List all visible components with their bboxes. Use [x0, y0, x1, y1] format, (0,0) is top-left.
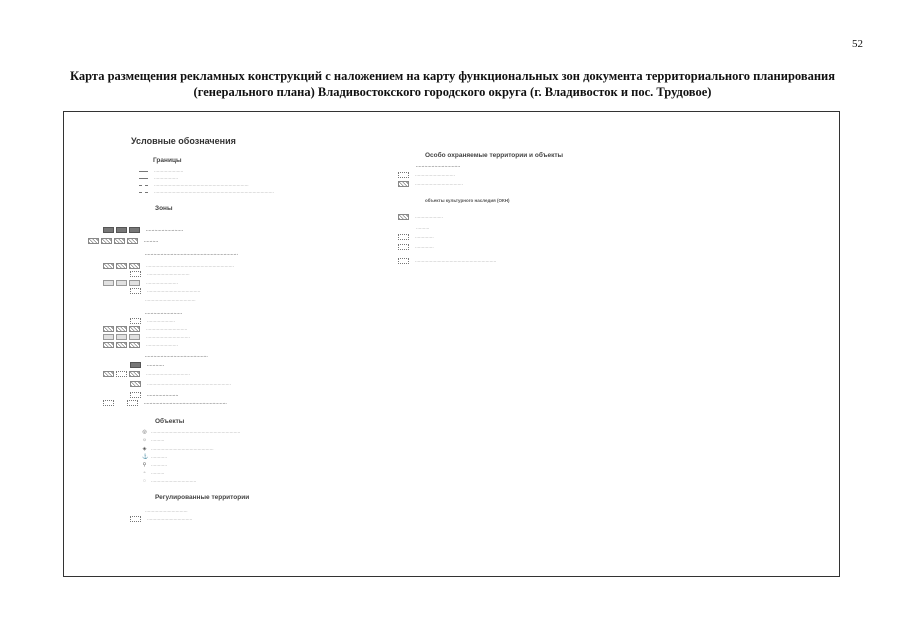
- legend-swatch: [116, 326, 127, 332]
- legend-row: ············: [130, 361, 164, 369]
- legend-swatch: [129, 227, 140, 233]
- legend-row: ◌ ··································: [143, 477, 197, 484]
- legend-swatch: [103, 263, 114, 269]
- legend-borders-heading: Границы: [153, 157, 182, 164]
- legend-row: ◈ ···············································: [142, 445, 214, 452]
- legend-row: ·····················: [398, 213, 443, 221]
- legend-row: ············································: [145, 353, 208, 359]
- legend-row: ··························: [103, 226, 183, 234]
- document-title: Карта размещения рекламных конструкций с наложением на карту функциональных зон документа территориального планирования (генерального плана) Владивостокского городского округа (г. Владивосток и пос. Трудовое): [69, 69, 835, 99]
- legend-row: ·································································: [145, 251, 239, 257]
- legend-row: ·····························································: [398, 257, 496, 265]
- legend-swatch: [130, 381, 141, 387]
- object-icon: ▫: [143, 469, 146, 476]
- legend-swatch: [130, 392, 141, 398]
- legend-swatch: [398, 181, 409, 187]
- legend-swatch: [116, 334, 127, 340]
- legend-row: ··············: [398, 233, 434, 241]
- legend-swatch: [129, 326, 140, 332]
- legend-swatch: [398, 214, 409, 220]
- legend-row: ································: [130, 507, 188, 515]
- legend-swatch: [398, 258, 409, 264]
- legend-row: ·······························: [103, 325, 187, 333]
- legend-row: ··························································: [103, 399, 227, 407]
- legend-row: ·································: [103, 333, 190, 341]
- legend-row: ·································: [103, 370, 190, 378]
- legend-regulated-heading: Регулированные территории: [155, 494, 250, 501]
- legend-row: ········································: [130, 287, 200, 295]
- legend-row: ·····················: [130, 317, 175, 325]
- legend-title: Условные обозначения: [131, 136, 236, 146]
- legend-row: ······································: [130, 296, 196, 304]
- object-icon: ◌: [143, 477, 146, 484]
- legend-row: ·······························: [416, 163, 461, 169]
- legend-swatch: [116, 227, 127, 233]
- legend-swatch: [127, 400, 138, 406]
- legend-protected-heading: Особо охраняемые территории и объекты: [425, 152, 564, 159]
- legend-swatch: [129, 263, 140, 269]
- legend-swatch: [130, 298, 139, 302]
- object-icon: ⚲: [142, 461, 147, 468]
- legend-zones-heading: Зоны: [155, 205, 173, 212]
- page-number: 52: [852, 38, 863, 50]
- legend-row: ······························: [398, 171, 455, 179]
- legend-swatch: [101, 238, 112, 244]
- legend-row: ⚓ ············: [142, 453, 167, 460]
- legend-swatch: [103, 334, 114, 340]
- legend-swatch: [116, 263, 127, 269]
- legend-swatch: [103, 371, 114, 377]
- legend-row: ··································: [130, 515, 192, 523]
- legend-swatch: [116, 280, 127, 286]
- legend-row: ··································································: [103, 262, 234, 270]
- legend-swatch: [139, 192, 148, 193]
- legend-row: ··························: [145, 310, 183, 316]
- object-icon: ◎: [142, 428, 147, 435]
- legend-swatch: [103, 342, 114, 348]
- legend-row: ··········: [416, 225, 430, 231]
- legend-swatch: [398, 234, 409, 240]
- legend-swatch: [103, 326, 114, 332]
- legend-swatch: [398, 172, 409, 178]
- legend-swatch: [130, 271, 141, 277]
- legend-row: ▫ ··········: [143, 469, 165, 476]
- legend-swatch: [129, 334, 140, 340]
- legend-swatch: [114, 238, 125, 244]
- legend-objects-heading: Объекты: [155, 418, 185, 425]
- legend-swatch: [139, 178, 148, 179]
- legend-swatch: [130, 362, 141, 368]
- legend-row: ······················: [139, 167, 183, 175]
- legend-cultural-heading: объекты культурного наследия (ОКН): [425, 198, 510, 203]
- legend-swatch: [129, 280, 140, 286]
- legend-swatch: [130, 288, 141, 294]
- legend-swatch: [130, 318, 141, 324]
- legend-row: ························: [103, 341, 178, 349]
- legend-swatch: [398, 244, 409, 250]
- object-icon: ◈: [142, 445, 147, 452]
- legend-swatch: [103, 400, 114, 406]
- legend-row: ··············: [398, 243, 434, 251]
- legend-swatch: [130, 516, 141, 522]
- legend-row: ◎ ···································································: [142, 428, 241, 435]
- legend-row: ··························································································: [139, 188, 274, 196]
- legend-row: ··················: [139, 174, 178, 182]
- legend-swatch: [139, 185, 148, 186]
- legend-row: ································: [130, 270, 190, 278]
- legend-row: ·······························································: [130, 380, 231, 388]
- legend-row: ··········: [88, 237, 158, 245]
- object-icon: ⚓: [142, 453, 149, 460]
- legend-swatch: [116, 401, 125, 405]
- legend-swatch: [129, 342, 140, 348]
- legend-row: ······················: [130, 391, 178, 399]
- legend-row: ⚲ ············: [142, 461, 167, 468]
- legend-swatch: [103, 280, 114, 286]
- legend-swatch: [130, 509, 139, 513]
- legend-row: ····································: [398, 180, 463, 188]
- legend-swatch: [129, 371, 140, 377]
- legend-swatch: [116, 342, 127, 348]
- legend-row: ☼ ··········: [142, 436, 165, 443]
- legend-swatch: [139, 171, 148, 172]
- legend-swatch: [127, 238, 138, 244]
- legend-row: ·······································································: [139, 181, 249, 189]
- legend-swatch: [103, 227, 114, 233]
- legend-swatch: [116, 371, 127, 377]
- legend-row: ························: [103, 279, 178, 287]
- legend-swatch: [88, 238, 99, 244]
- object-icon: ☼: [142, 436, 147, 443]
